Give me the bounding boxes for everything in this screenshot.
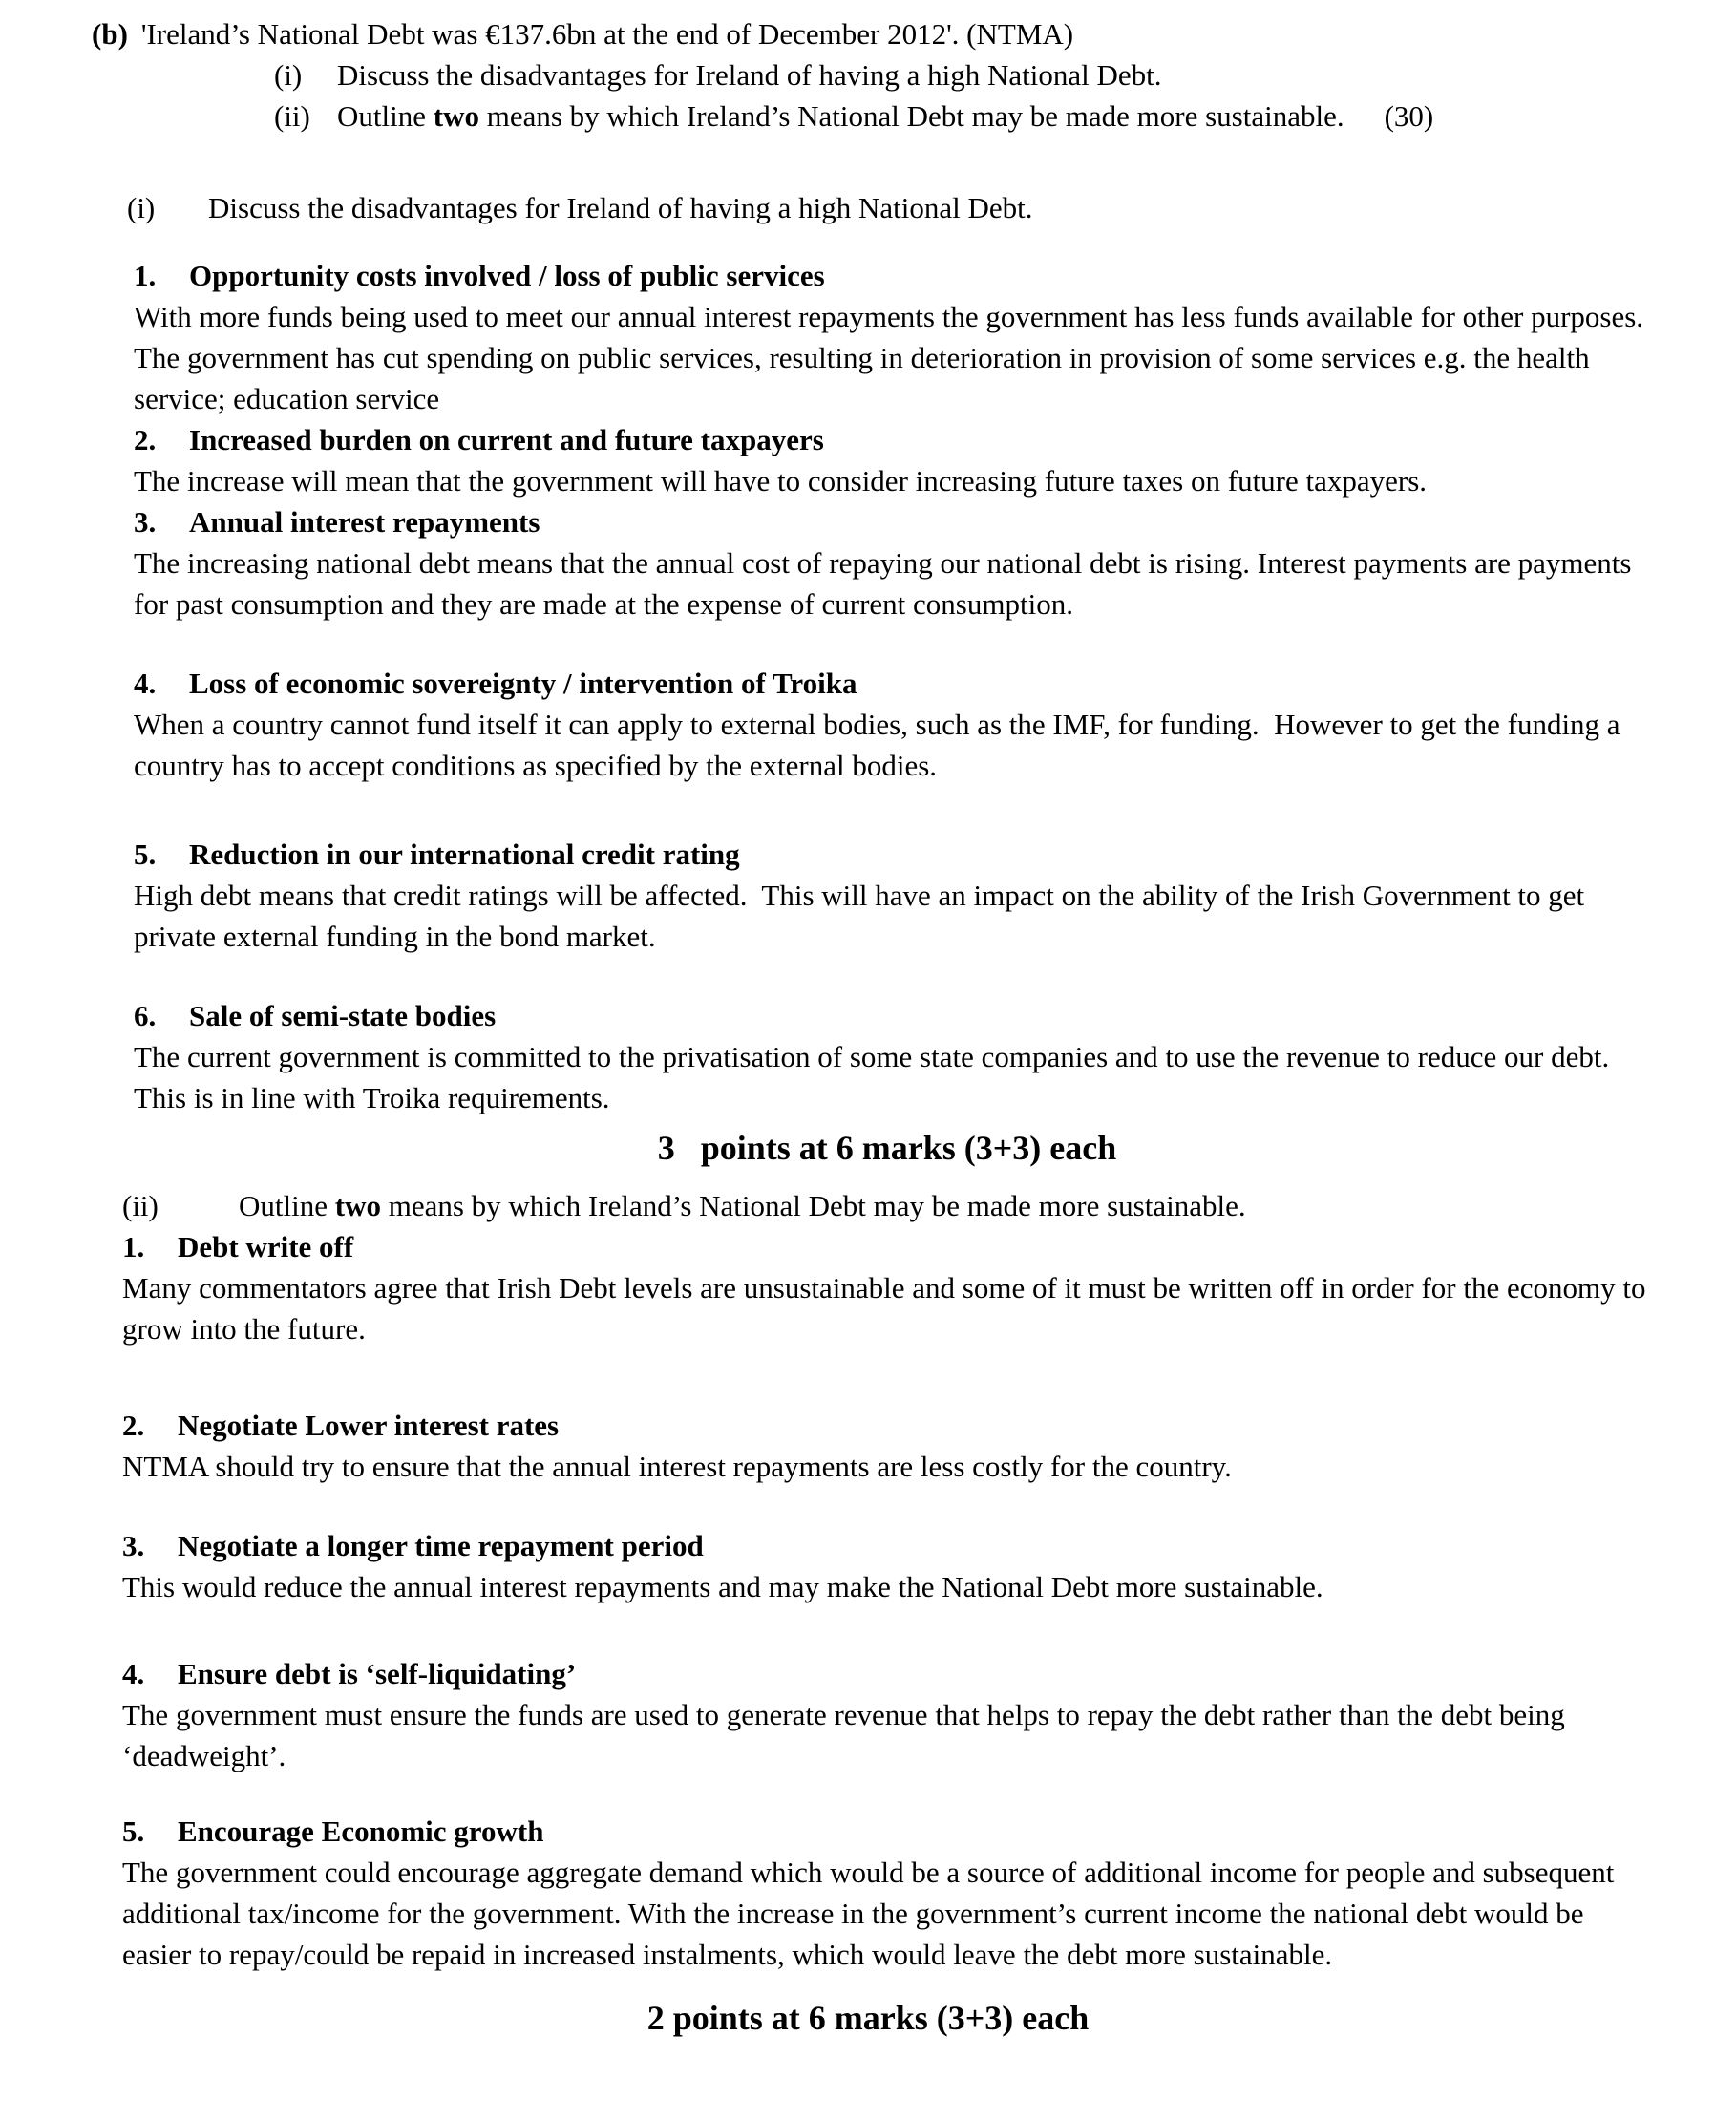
list-item bbox=[134, 663, 1655, 786]
part-ii-bold-two: two bbox=[334, 1189, 381, 1222]
part-ii-items bbox=[122, 1226, 1655, 1975]
item-heading: 3. Annual interest repayments bbox=[134, 501, 1655, 542]
item-body: High debt means that credit ratings will be affected. This will have an impact on the ability of the Irish Government to get private external funding in the bond market. bbox=[134, 879, 1592, 953]
item-heading: 4. Loss of economic sovereignty / intervention of Troika bbox=[134, 663, 1655, 704]
part-i-prompt-text: Discuss the disadvantages for Ireland of having a high National Debt. bbox=[208, 191, 1033, 224]
part-i-prompt bbox=[127, 187, 1736, 228]
item-heading: 1. Opportunity costs involved / loss of public services bbox=[134, 255, 1655, 296]
item-number: 2. bbox=[134, 423, 157, 456]
item-heading: 2. Increased burden on current and future taxpayers bbox=[134, 419, 1655, 460]
item-body: With more funds being used to meet our annual interest repayments the government has less funds available for other purposes. The government has cut spending on public services, resulting in deterioration in provision of some services e.g. the health service; education service bbox=[134, 300, 1651, 415]
list-item bbox=[134, 419, 1655, 501]
item-heading: 5. Encourage Economic growth bbox=[122, 1811, 1655, 1852]
part-i-items bbox=[134, 255, 1655, 1118]
item-body: The government could encourage aggregate demand which would be a source of additional income for people and subsequent additional tax/income for the government. With the increase in the government’s current income the national debt would be easier to repay/could be repaid in increased instalments, which would leave the debt more sustainable. bbox=[122, 1856, 1622, 1971]
list-item bbox=[122, 1525, 1655, 1607]
item-heading: 1. Debt write off bbox=[122, 1226, 1655, 1267]
question-intro-line bbox=[92, 13, 1679, 54]
question-marks: (30) bbox=[1384, 99, 1434, 133]
item-number: 3. bbox=[122, 1529, 145, 1562]
sub-ii-bold-two: two bbox=[433, 99, 479, 133]
part-ii-marks-note: 2 points at 6 marks (3+3) each bbox=[646, 1999, 1090, 2037]
question-part-label: (b) bbox=[92, 17, 128, 51]
item-heading: 3. Negotiate a longer time repayment period bbox=[122, 1525, 1655, 1566]
sub-i-label: (i) bbox=[274, 58, 303, 92]
item-body: Many commentators agree that Irish Debt levels are unsustainable and some of it must be written off in order for the economy to grow into the future. bbox=[122, 1271, 1654, 1346]
item-body: The government must ensure the funds are used to generate revenue that helps to repay the debt rather than the debt being ‘deadweight’. bbox=[122, 1698, 1573, 1772]
item-body: The increasing national debt means that the annual cost of repaying our national debt is rising. Interest payments are payments for past consumption and they are made at the expense of current consumption. bbox=[134, 546, 1640, 621]
list-item bbox=[122, 1405, 1655, 1487]
part-i-label: (i) bbox=[127, 191, 156, 224]
item-body: NTMA should try to ensure that the annual interest repayments are less costly for the country. bbox=[122, 1450, 1232, 1483]
item-heading: 4. Ensure debt is ‘self-liquidating’ bbox=[122, 1653, 1655, 1694]
list-item bbox=[134, 995, 1655, 1118]
part-ii-label: (ii) bbox=[122, 1189, 159, 1222]
question-header bbox=[92, 13, 1679, 137]
item-number: 1. bbox=[134, 259, 157, 292]
part-ii-prompt bbox=[122, 1185, 1736, 1226]
item-body: The increase will mean that the government will have to consider increasing future taxes on future taxpayers. bbox=[134, 464, 1428, 498]
item-number: 6. bbox=[134, 999, 157, 1032]
part-i-marks-note: 3 points at 6 marks (3+3) each bbox=[657, 1129, 1117, 1167]
list-item bbox=[134, 255, 1655, 419]
item-number: 1. bbox=[122, 1230, 145, 1263]
list-item bbox=[134, 501, 1655, 625]
item-body: This would reduce the annual interest repayments and may make the National Debt more sustainable. bbox=[122, 1570, 1323, 1603]
item-number: 5. bbox=[122, 1814, 145, 1848]
item-number: 3. bbox=[134, 505, 157, 539]
sub-ii-label: (ii) bbox=[274, 99, 310, 133]
item-number: 2. bbox=[122, 1409, 145, 1442]
item-heading: 2. Negotiate Lower interest rates bbox=[122, 1405, 1655, 1446]
part-ii-prompt-text: Outline two means by which Ireland’s National Debt may be made more sustainable. bbox=[239, 1189, 1246, 1222]
list-item bbox=[122, 1226, 1655, 1349]
list-item bbox=[122, 1811, 1655, 1975]
item-heading: 6. Sale of semi-state bodies bbox=[134, 995, 1655, 1036]
list-item bbox=[122, 1653, 1655, 1776]
list-item bbox=[134, 834, 1655, 957]
question-intro-text: 'Ireland’s National Debt was €137.6bn at the end of December 2012'. (NTMA) bbox=[140, 17, 1074, 51]
sub-i-text: Discuss the disadvantages for Ireland of having a high National Debt. bbox=[337, 58, 1162, 92]
question-sub-i-line bbox=[274, 54, 1679, 95]
item-number: 4. bbox=[134, 667, 157, 700]
item-heading: 5. Reduction in our international credit rating bbox=[134, 834, 1655, 875]
item-number: 4. bbox=[122, 1657, 145, 1690]
item-number: 5. bbox=[134, 838, 157, 871]
sub-ii-text: Outline two means by which Ireland’s National Debt may be made more sustainable. (30) bbox=[337, 99, 1434, 133]
item-body: The current government is committed to the privatisation of some state companies and to use the revenue to reduce our debt. This is in line with Troika requirements. bbox=[134, 1040, 1617, 1114]
question-sub-ii-line bbox=[274, 95, 1679, 137]
item-body: When a country cannot fund itself it can apply to external bodies, such as the IMF, for funding. However to get the funding a country has to accept conditions as specified by the external bodies. bbox=[134, 708, 1628, 782]
